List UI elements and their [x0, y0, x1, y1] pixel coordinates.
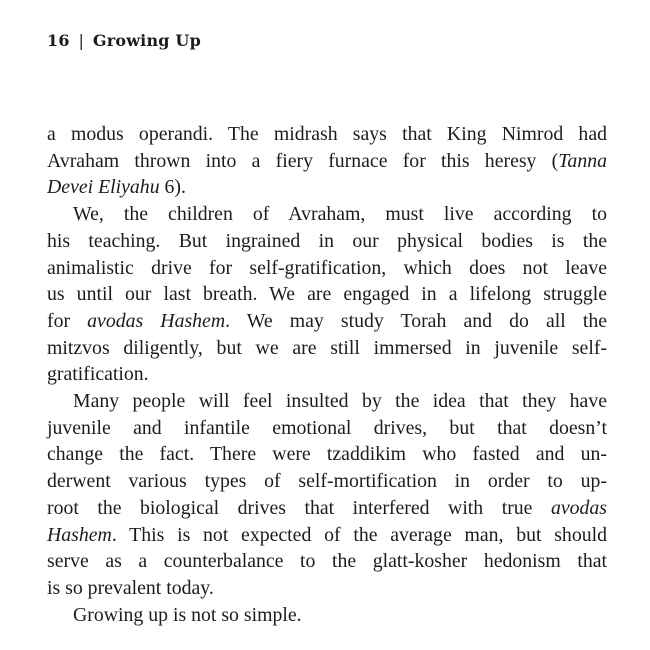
text-line — [47, 255, 607, 282]
text-line — [47, 522, 607, 549]
text-line — [47, 575, 607, 602]
text-run: root the biological drives that interfered with true — [47, 496, 551, 519]
text-line — [47, 602, 607, 629]
text-run: Avraham thrown into a fiery furnace for this heresy ( — [47, 149, 559, 172]
text-line — [47, 495, 607, 522]
text-run: gratification. — [47, 363, 149, 386]
text-line — [47, 468, 607, 495]
text-line — [47, 174, 607, 201]
text-line — [47, 308, 607, 335]
text-run: serve as a counterbalance to the glatt-kosher hedonism that — [47, 550, 607, 573]
text-line — [47, 121, 607, 148]
italic-text: Devei Eliyahu — [47, 176, 160, 199]
body-text — [47, 121, 607, 628]
text-run: . This is not expected of the average man, but should — [111, 523, 607, 546]
text-line — [47, 388, 607, 415]
paragraph — [47, 201, 607, 388]
text-line — [47, 281, 607, 308]
text-run: Growing up is not so simple. — [73, 603, 302, 626]
text-line — [47, 415, 607, 442]
page-number: 16 — [47, 31, 70, 50]
text-run: his teaching. But ingrained in our physical bodies is the — [47, 229, 607, 252]
paragraph — [47, 388, 607, 602]
text-line — [47, 548, 607, 575]
text-line — [47, 361, 607, 388]
text-line — [47, 201, 607, 228]
italic-text: Hashem — [47, 523, 112, 546]
paragraph — [47, 121, 607, 201]
text-run: us until our last breath. We are engaged in a lifelong struggle — [47, 283, 607, 306]
text-run: derwent various types of self-mortification in order to up- — [47, 470, 607, 493]
italic-text: avodas — [550, 496, 607, 519]
text-run: animalistic drive for self-gratification, which does not leave — [47, 256, 607, 279]
text-run: is so prevalent today. — [47, 576, 214, 599]
text-line — [47, 335, 607, 362]
header-separator: | — [78, 31, 85, 50]
text-run: for — [47, 309, 88, 332]
text-run: 6). — [159, 176, 186, 199]
text-run: Many people will feel insulted by the idea that they have — [73, 390, 607, 413]
italic-text: avodas Hashem — [87, 309, 226, 332]
paragraph — [47, 602, 607, 629]
text-run: We, the children of Avraham, must live according to — [73, 203, 607, 226]
text-line — [47, 441, 607, 468]
text-run: . We may study Torah and do all the — [225, 309, 607, 332]
text-line — [47, 228, 607, 255]
text-line — [47, 148, 607, 175]
running-header — [47, 31, 201, 50]
text-run: mitzvos diligently, but we are still immersed in juvenile self- — [47, 336, 607, 359]
text-run: a modus operandi. The midrash says that King Nimrod had — [47, 123, 607, 145]
italic-text: Tanna — [558, 149, 607, 172]
text-run: change the fact. There were tzaddikim who fasted and un- — [47, 443, 607, 466]
text-run: juvenile and infantile emotional drives, but that doesn’t — [47, 416, 607, 439]
chapter-title: Growing Up — [92, 31, 201, 50]
